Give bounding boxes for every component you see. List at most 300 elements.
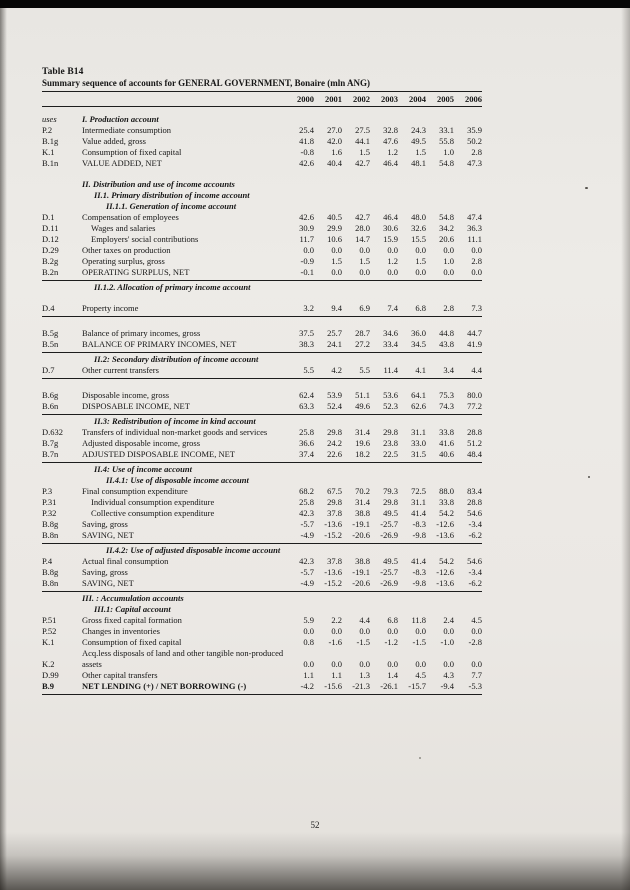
cell-value: 32.8: [383, 125, 398, 135]
cell-value: 20.6: [439, 234, 454, 244]
cell-value: 49.6: [355, 401, 370, 411]
section-title: II.4.1: Use of disposable income account: [106, 475, 249, 485]
row-label: Final consumption expenditure: [82, 486, 188, 496]
cell-value: 22.6: [327, 449, 342, 459]
row-code: P.51: [42, 615, 57, 625]
cell-value: -1.6: [328, 637, 342, 647]
cell-value: 0.0: [415, 245, 426, 255]
cell-value: [398, 648, 426, 659]
cell-value: 79.3: [383, 486, 398, 496]
table-row: [42, 365, 482, 376]
cell-value: 0.0: [387, 659, 398, 669]
row-code: B.8n: [42, 578, 59, 588]
cell-value: -1.5: [412, 637, 426, 647]
cell-value: 25.7: [327, 328, 342, 338]
cell-value: 68.2: [299, 486, 314, 496]
row-code: B.1n: [42, 158, 59, 168]
cell-value: [286, 648, 314, 659]
cell-value: 31.1: [411, 497, 426, 507]
section-title: II.4.2: Use of adjusted disposable income account: [106, 545, 281, 555]
row-label: Intermediate consumption: [82, 125, 171, 135]
cell-value: -1.5: [356, 637, 370, 647]
cell-value: 23.8: [383, 438, 398, 448]
cell-value: 46.4: [383, 158, 398, 168]
row-code: D.11: [42, 223, 59, 233]
cell-value: 18.2: [355, 449, 370, 459]
scan-left-edge: [0, 8, 7, 890]
section-heading-row: [42, 190, 482, 201]
cell-value: -5.7: [300, 567, 314, 577]
row-label: Wages and salaries: [91, 223, 156, 233]
cell-value: 0.0: [331, 245, 342, 255]
cell-value: 6.8: [387, 615, 398, 625]
cell-value: -3.4: [468, 519, 482, 529]
row-code: B.7n: [42, 449, 59, 459]
cell-value: 0.0: [443, 245, 454, 255]
row-code: P.52: [42, 626, 57, 636]
cell-value: 41.4: [411, 556, 426, 566]
row-code: B.2n: [42, 267, 59, 277]
cell-value: 54.8: [439, 158, 454, 168]
cell-value: 10.6: [327, 234, 342, 244]
cell-value: 15.5: [411, 234, 426, 244]
cell-value: -4.2: [300, 681, 314, 691]
row-code: P.31: [42, 497, 57, 507]
cell-value: 40.4: [327, 158, 342, 168]
row-code: [42, 354, 82, 365]
cell-value: 64.1: [411, 390, 426, 400]
cell-value: 6.8: [415, 303, 426, 313]
cell-value: 30.6: [383, 223, 398, 233]
section-heading-row: [42, 593, 482, 604]
row-code: [42, 282, 82, 293]
row-label: Balance of primary incomes, gross: [82, 328, 201, 338]
cell-value: 5.5: [359, 365, 370, 375]
cell-value: 33.4: [383, 339, 398, 349]
section-heading-row: [42, 179, 482, 190]
row-code: D.12: [42, 234, 59, 244]
row-code: P.32: [42, 508, 57, 518]
spacer: [42, 318, 482, 328]
cell-value: 0.0: [415, 659, 426, 669]
cell-value: 51.2: [467, 438, 482, 448]
section-heading-row: [42, 354, 482, 365]
cell-value: 29.8: [383, 497, 398, 507]
row-code: B.7g: [42, 438, 59, 448]
cell-value: 29.8: [383, 427, 398, 437]
row-label: Changes in inventories: [82, 626, 160, 636]
row-label: Saving, gross: [82, 567, 128, 577]
cell-value: -25.7: [380, 519, 398, 529]
cell-value: 42.6: [299, 158, 314, 168]
row-label: Other taxes on production: [82, 245, 171, 255]
cell-value: 0.0: [471, 626, 482, 636]
cell-value: -8.3: [412, 567, 426, 577]
cell-value: 28.0: [355, 223, 370, 233]
cell-value: 54.6: [467, 556, 482, 566]
cell-value: -1.2: [384, 637, 398, 647]
table-row: [42, 158, 482, 169]
cell-value: 1.5: [359, 256, 370, 266]
cell-value: -15.2: [324, 578, 342, 588]
row-code: [42, 201, 82, 212]
cell-value: 42.7: [355, 158, 370, 168]
cell-value: 63.3: [299, 401, 314, 411]
row-label: Value added, gross: [82, 136, 146, 146]
cell-value: 29.8: [327, 427, 342, 437]
cell-value: 31.1: [411, 427, 426, 437]
cell-value: 4.5: [471, 615, 482, 625]
cell-value: 32.6: [411, 223, 426, 233]
cell-value: 2.2: [331, 615, 342, 625]
cell-value: 48.1: [411, 158, 426, 168]
table-row: [42, 615, 482, 626]
section-title: II.3: Redistribution of income in kind account: [94, 416, 256, 426]
table-row: [42, 147, 482, 158]
table-row: [42, 637, 482, 648]
cell-value: 31.4: [355, 427, 370, 437]
cell-value: -9.8: [412, 578, 426, 588]
cell-value: 31.4: [355, 497, 370, 507]
cell-value: 0.8: [303, 637, 314, 647]
cell-value: 37.8: [327, 508, 342, 518]
cell-value: 11.1: [467, 234, 482, 244]
cell-value: -0.8: [300, 147, 314, 157]
section-heading-row: [42, 201, 482, 212]
cell-value: [370, 648, 398, 659]
year-header: 2003: [381, 94, 398, 104]
cell-value: -21.3: [352, 681, 370, 691]
year-header: 2001: [325, 94, 342, 104]
row-label: Acq.less disposals of land and other tangible non-produced: [82, 648, 284, 658]
row-code: B.6g: [42, 390, 59, 400]
spacer: [42, 380, 482, 390]
cell-value: 0.0: [387, 245, 398, 255]
cell-value: 24.2: [327, 438, 342, 448]
row-code: P.3: [42, 486, 53, 496]
cell-value: 4.3: [443, 670, 454, 680]
table-b14: [42, 66, 482, 696]
table-row: [42, 449, 482, 460]
row-code: [42, 593, 82, 604]
cell-value: 54.2: [439, 508, 454, 518]
cell-value: 48.4: [467, 449, 482, 459]
cell-value: 7.3: [471, 303, 482, 313]
cell-value: 75.3: [439, 390, 454, 400]
cell-value: 53.9: [327, 390, 342, 400]
section-heading-row: [42, 416, 482, 427]
cell-value: -12.6: [436, 519, 454, 529]
cell-value: 1.5: [415, 147, 426, 157]
cell-value: 27.2: [355, 339, 370, 349]
table-row: [42, 256, 482, 267]
divider: [42, 694, 482, 695]
cell-value: 3.2: [303, 303, 314, 313]
row-code: K.1: [42, 637, 55, 647]
cell-value: -25.7: [380, 567, 398, 577]
cell-value: 41.9: [467, 339, 482, 349]
row-label: Property income: [82, 303, 139, 313]
cell-value: 29.9: [327, 223, 342, 233]
cell-value: 50.2: [467, 136, 482, 146]
divider: [42, 591, 482, 592]
table-row: [42, 578, 482, 589]
table-row: [42, 303, 482, 314]
cell-value: 41.8: [299, 136, 314, 146]
row-label: Disposable income, gross: [82, 390, 170, 400]
cell-value: 25.8: [299, 427, 314, 437]
cell-value: 40.6: [439, 449, 454, 459]
cell-value: 0.0: [387, 626, 398, 636]
cell-value: 47.3: [467, 158, 482, 168]
cell-value: -12.6: [436, 567, 454, 577]
cell-value: 0.0: [359, 659, 370, 669]
cell-value: 42.7: [355, 212, 370, 222]
table-row: [42, 530, 482, 541]
table-row: [42, 626, 482, 637]
cell-value: -15.7: [408, 681, 426, 691]
cell-value: 33.8: [439, 497, 454, 507]
divider: [42, 378, 482, 379]
cell-value: 2.8: [471, 256, 482, 266]
row-code: B.1g: [42, 136, 59, 146]
cell-value: 7.4: [387, 303, 398, 313]
cell-value: [342, 648, 370, 659]
row-code: D.7: [42, 365, 55, 375]
cell-value: 1.0: [443, 147, 454, 157]
row-label: Compensation of employees: [82, 212, 179, 222]
cell-value: 19.6: [355, 438, 370, 448]
table-row: [42, 212, 482, 223]
row-code: P.2: [42, 125, 53, 135]
cell-value: 33.8: [439, 427, 454, 437]
divider: [42, 414, 482, 415]
table-row: [42, 659, 482, 670]
table-row: [42, 401, 482, 412]
cell-value: 1.2: [387, 147, 398, 157]
cell-value: 4.5: [415, 670, 426, 680]
cell-value: -15.6: [324, 681, 342, 691]
cell-value: 2.4: [443, 615, 454, 625]
row-code: K.2: [42, 659, 55, 669]
page-title: Summary sequence of accounts for GENERAL GOVERNMENT, Bonaire (mln ANG): [42, 78, 482, 92]
year-header: 2000: [297, 94, 314, 104]
row-label: SAVING, NET: [82, 578, 134, 588]
cell-value: 25.4: [299, 125, 314, 135]
cell-value: 42.0: [327, 136, 342, 146]
section-title: III.1: Capital account: [94, 604, 171, 614]
cell-value: 24.1: [327, 339, 342, 349]
table-row: [42, 681, 482, 692]
cell-value: -9.4: [440, 681, 454, 691]
cell-value: 42.3: [299, 508, 314, 518]
row-code: B.8g: [42, 567, 59, 577]
cell-value: 38.8: [355, 508, 370, 518]
row-label: Consumption of fixed capital: [82, 147, 182, 157]
cell-value: -4.9: [300, 530, 314, 540]
cell-value: 1.5: [415, 256, 426, 266]
table-row: [42, 648, 482, 659]
cell-value: 28.7: [355, 328, 370, 338]
section-heading-row: [42, 282, 482, 293]
cell-value: 0.0: [359, 267, 370, 277]
cell-value: 35.9: [467, 125, 482, 135]
row-label: Adjusted disposable income, gross: [82, 438, 201, 448]
cell-value: 41.6: [439, 438, 454, 448]
row-label: Collective consumption expenditure: [91, 508, 215, 518]
cell-value: 53.6: [383, 390, 398, 400]
year-header-spacer: [42, 94, 286, 105]
cell-value: -5.3: [468, 681, 482, 691]
row-label: Employers' social contributions: [91, 234, 199, 244]
cell-value: 11.4: [383, 365, 398, 375]
cell-value: 37.5: [299, 328, 314, 338]
cell-value: 22.5: [383, 449, 398, 459]
section-title: II.1.1. Generation of income account: [106, 201, 237, 211]
divider: [42, 280, 482, 281]
cell-value: 25.8: [299, 497, 314, 507]
cell-value: [426, 648, 454, 659]
cell-value: 37.8: [327, 556, 342, 566]
cell-value: 67.5: [327, 486, 342, 496]
cell-value: 0.0: [331, 626, 342, 636]
cell-value: -20.6: [352, 530, 370, 540]
section-heading-row: [42, 464, 482, 475]
cell-value: 40.5: [327, 212, 342, 222]
cell-value: 0.0: [331, 267, 342, 277]
cell-value: 4.1: [415, 365, 426, 375]
cell-value: 0.0: [471, 267, 482, 277]
row-code: D.99: [42, 670, 59, 680]
cell-value: 0.0: [303, 626, 314, 636]
cell-value: 70.2: [355, 486, 370, 496]
divider: [42, 352, 482, 353]
table-row: [42, 438, 482, 449]
cell-value: 47.6: [383, 136, 398, 146]
table-row: [42, 223, 482, 234]
cell-value: 54.2: [439, 556, 454, 566]
row-label: Consumption of fixed capital: [82, 637, 182, 647]
cell-value: 54.8: [439, 212, 454, 222]
row-code: D.632: [42, 427, 64, 437]
cell-value: 29.8: [327, 497, 342, 507]
row-code: [42, 648, 82, 659]
cell-value: -26.9: [380, 578, 398, 588]
row-label: ADJUSTED DISPOSABLE INCOME, NET: [82, 449, 236, 459]
year-header: 2004: [409, 94, 426, 104]
row-code: uses: [42, 114, 57, 124]
cell-value: -15.2: [324, 530, 342, 540]
cell-value: -1.0: [440, 637, 454, 647]
cell-value: 14.7: [355, 234, 370, 244]
row-code: [42, 475, 82, 486]
cell-value: 0.0: [443, 659, 454, 669]
row-code: [42, 464, 82, 475]
cell-value: 42.6: [299, 212, 314, 222]
table-row: [42, 486, 482, 497]
cell-value: -6.2: [468, 578, 482, 588]
cell-value: 9.4: [331, 303, 342, 313]
section-heading-row: [42, 545, 482, 556]
cell-value: 24.3: [411, 125, 426, 135]
cell-value: 38.8: [355, 556, 370, 566]
table-row: [42, 497, 482, 508]
table-row: [42, 670, 482, 681]
cell-value: 1.3: [359, 670, 370, 680]
cell-value: 42.3: [299, 556, 314, 566]
cell-value: 52.3: [383, 401, 398, 411]
cell-value: -4.9: [300, 578, 314, 588]
row-code: [42, 190, 82, 201]
cell-value: 37.4: [299, 449, 314, 459]
cell-value: 34.5: [411, 339, 426, 349]
cell-value: 7.7: [471, 670, 482, 680]
cell-value: 0.0: [303, 245, 314, 255]
cell-value: 1.2: [387, 256, 398, 266]
cell-value: 49.5: [383, 556, 398, 566]
cell-value: 49.5: [383, 508, 398, 518]
row-label: SAVING, NET: [82, 530, 134, 540]
cell-value: 36.3: [467, 223, 482, 233]
year-header: 2002: [353, 94, 370, 104]
cell-value: 34.6: [383, 328, 398, 338]
cell-value: -13.6: [436, 578, 454, 588]
cell-value: 44.1: [355, 136, 370, 146]
cell-value: 55.8: [439, 136, 454, 146]
scan-top-bar: [0, 0, 630, 8]
row-label: Other current transfers: [82, 365, 159, 375]
cell-value: 1.5: [331, 256, 342, 266]
table-row: [42, 245, 482, 256]
cell-value: [454, 648, 482, 659]
cell-value: 36.0: [411, 328, 426, 338]
cell-value: 0.0: [331, 659, 342, 669]
scan-right-edge: [621, 8, 630, 890]
cell-value: 43.8: [439, 339, 454, 349]
divider: [42, 316, 482, 317]
cell-value: 33.1: [439, 125, 454, 135]
cell-value: 0.0: [471, 659, 482, 669]
cell-value: 2.8: [471, 147, 482, 157]
divider: [42, 462, 482, 463]
cell-value: 11.7: [299, 234, 314, 244]
cell-value: 38.3: [299, 339, 314, 349]
cell-value: 83.4: [467, 486, 482, 496]
section-heading-row: [42, 475, 482, 486]
cell-value: 44.7: [467, 328, 482, 338]
cell-value: 5.9: [303, 615, 314, 625]
row-code: B.5n: [42, 339, 59, 349]
cell-value: 62.4: [299, 390, 314, 400]
cell-value: 1.5: [359, 147, 370, 157]
page-number: 52: [310, 820, 320, 830]
row-label: VALUE ADDED, NET: [82, 158, 162, 168]
table-label: Table B14: [42, 67, 84, 77]
cell-value: 1.0: [443, 256, 454, 266]
year-header: 2005: [437, 94, 454, 104]
row-label: Saving, gross: [82, 519, 128, 529]
cell-value: 28.8: [467, 427, 482, 437]
cell-value: -6.2: [468, 530, 482, 540]
cell-value: 62.6: [411, 401, 426, 411]
row-label: assets: [82, 659, 102, 669]
cell-value: 5.5: [303, 365, 314, 375]
divider: [42, 543, 482, 544]
section-title: II.4: Use of income account: [94, 464, 192, 474]
cell-value: 34.2: [439, 223, 454, 233]
cell-value: 77.2: [467, 401, 482, 411]
cell-value: 27.5: [355, 125, 370, 135]
